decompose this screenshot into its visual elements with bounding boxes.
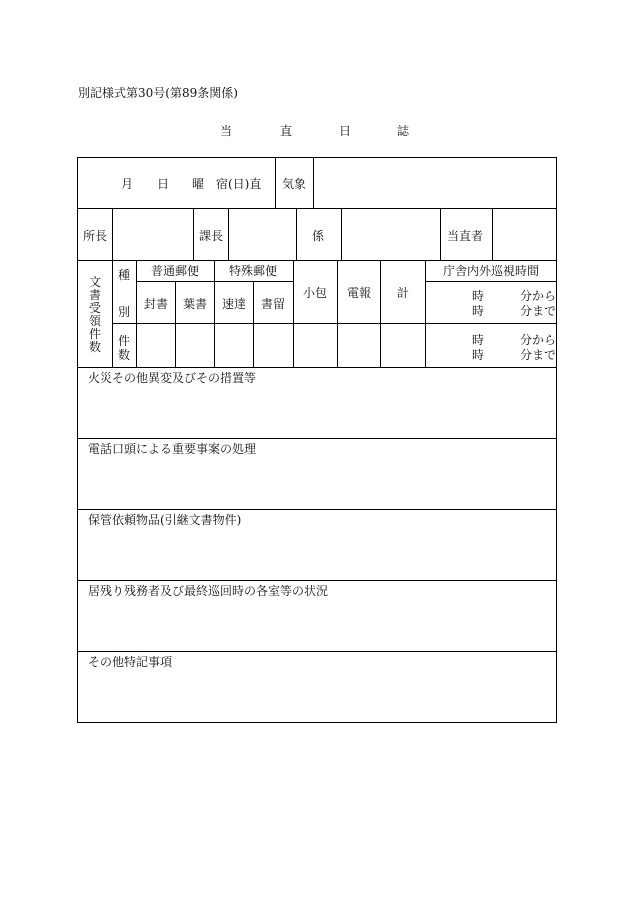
sealed-letter-label: 封書 bbox=[144, 297, 169, 311]
section-chief-field[interactable] bbox=[231, 211, 293, 257]
subsection-field[interactable] bbox=[344, 211, 437, 257]
kind-label-2: 別 bbox=[118, 305, 131, 319]
director-field[interactable] bbox=[115, 211, 190, 257]
title-char-3: 日 bbox=[339, 124, 352, 138]
col-divider bbox=[253, 281, 254, 368]
row-divider bbox=[77, 651, 556, 652]
other-notes-field[interactable] bbox=[82, 672, 552, 717]
weather-label: 気象 bbox=[282, 177, 307, 191]
col-divider bbox=[228, 208, 229, 261]
count-label-1: 件 bbox=[118, 334, 131, 348]
total-count-field[interactable] bbox=[383, 326, 423, 365]
row-divider bbox=[77, 509, 556, 510]
duty-officer-label: 当直者 bbox=[447, 229, 484, 243]
kind-label-1: 種 bbox=[118, 268, 131, 282]
col-divider bbox=[112, 208, 113, 261]
phone-matters-field[interactable] bbox=[82, 459, 552, 505]
registered-count-field[interactable] bbox=[256, 326, 291, 365]
registered-label: 書留 bbox=[261, 297, 286, 311]
special-mail-label: 特殊郵便 bbox=[229, 264, 278, 278]
col-divider bbox=[341, 208, 342, 261]
day-label: 日 bbox=[157, 177, 170, 191]
from-minutes-label: 分から bbox=[520, 333, 557, 347]
col-divider bbox=[193, 208, 194, 261]
stored-items-field[interactable] bbox=[82, 530, 552, 576]
section-chief-label: 課長 bbox=[199, 229, 224, 243]
section-title-other-notes: その他特記事項 bbox=[88, 655, 173, 669]
row-divider bbox=[77, 580, 556, 581]
express-count-field[interactable] bbox=[217, 326, 251, 365]
duty-officer-field[interactable] bbox=[495, 211, 552, 257]
title-char-4: 誌 bbox=[397, 124, 410, 138]
col-divider bbox=[214, 260, 215, 368]
count-label-2: 数 bbox=[118, 348, 131, 362]
title-char-1: 当 bbox=[220, 124, 233, 138]
documents-received-label: 文 書 受 領 件 数 bbox=[88, 275, 101, 354]
duty-type-label: 宿(日)直 bbox=[216, 177, 262, 191]
row-divider bbox=[77, 208, 556, 209]
section-title-remaining-staff: 居残り残務者及び最終巡回時の各室等の状況 bbox=[88, 584, 329, 598]
parcel-count-field[interactable] bbox=[296, 326, 335, 365]
section-title-incidents: 火災その他異変及びその措置等 bbox=[88, 371, 257, 385]
col-divider bbox=[492, 208, 493, 261]
total-label: 計 bbox=[397, 286, 410, 300]
weather-field[interactable] bbox=[316, 160, 552, 206]
ordinary-mail-label: 普通郵便 bbox=[151, 264, 200, 278]
hour-label: 時 bbox=[472, 333, 485, 347]
form-number-label: 別記様式第30号(第89条関係) bbox=[78, 86, 238, 100]
subsection-label: 係 bbox=[312, 229, 325, 243]
row-divider bbox=[425, 281, 556, 282]
parcel-label: 小包 bbox=[303, 286, 328, 300]
remaining-staff-field[interactable] bbox=[82, 601, 552, 647]
weekday-label: 曜 bbox=[192, 177, 205, 191]
col-divider bbox=[313, 157, 314, 209]
row-divider bbox=[77, 438, 556, 439]
col-divider bbox=[440, 208, 441, 261]
col-divider bbox=[293, 260, 294, 368]
express-label: 速達 bbox=[222, 297, 247, 311]
postcard-count-field[interactable] bbox=[178, 326, 212, 365]
section-title-phone-matters: 電話口頭による重要事案の処理 bbox=[88, 442, 257, 456]
hour-label: 時 bbox=[472, 304, 485, 318]
title-char-2: 直 bbox=[280, 124, 293, 138]
col-divider bbox=[296, 208, 297, 261]
patrol-time-label: 庁舎内外巡視時間 bbox=[443, 264, 540, 278]
month-label: 月 bbox=[121, 177, 134, 191]
col-divider bbox=[175, 281, 176, 368]
telegram-label: 電報 bbox=[347, 286, 372, 300]
telegram-count-field[interactable] bbox=[340, 326, 378, 365]
hour-label: 時 bbox=[472, 348, 485, 362]
col-divider bbox=[136, 260, 137, 368]
row-divider bbox=[112, 323, 556, 324]
to-minutes-label: 分まで bbox=[520, 348, 557, 362]
incidents-field[interactable] bbox=[82, 388, 552, 434]
col-divider bbox=[112, 260, 113, 368]
to-minutes-label: 分まで bbox=[520, 304, 557, 318]
sealed-letter-count-field[interactable] bbox=[139, 326, 173, 365]
hour-label: 時 bbox=[472, 289, 485, 303]
director-label: 所長 bbox=[83, 229, 108, 243]
from-minutes-label: 分から bbox=[520, 289, 557, 303]
col-divider bbox=[380, 260, 381, 368]
row-divider bbox=[77, 367, 556, 368]
section-title-stored-items: 保管依頼物品(引継文書物件) bbox=[88, 513, 242, 527]
col-divider bbox=[275, 157, 276, 209]
col-divider bbox=[425, 260, 426, 368]
row-divider bbox=[77, 260, 556, 261]
col-divider bbox=[337, 260, 338, 368]
postcard-label: 葉書 bbox=[183, 297, 208, 311]
